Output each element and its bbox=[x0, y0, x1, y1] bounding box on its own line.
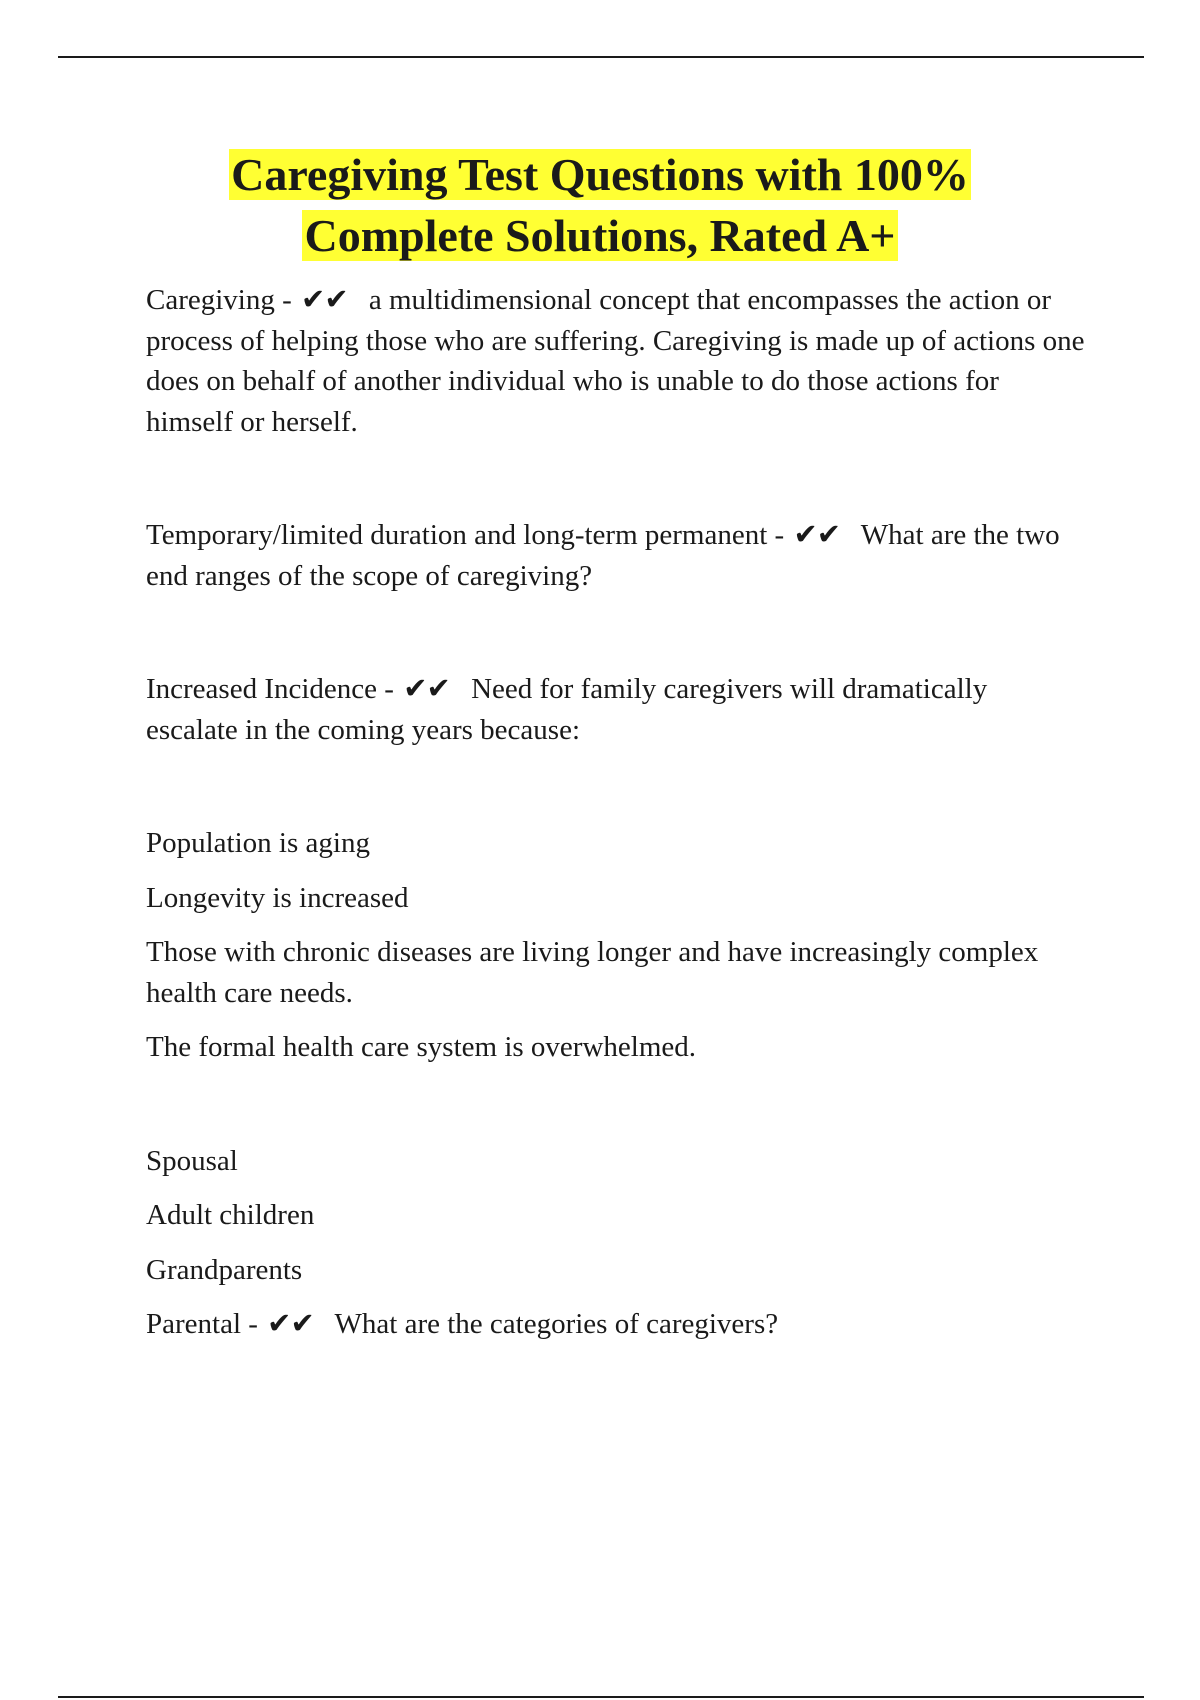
qa-scope bbox=[146, 515, 1086, 596]
double-check-icon: ✔✔ bbox=[793, 519, 841, 551]
bottom-rule bbox=[58, 1696, 1144, 1698]
qa-term: Increased Incidence - bbox=[146, 673, 394, 705]
qa-term: Temporary/limited duration and long-term permanent - bbox=[146, 519, 785, 551]
document-body bbox=[146, 280, 1086, 1359]
category-item: Spousal bbox=[146, 1144, 238, 1177]
double-check-icon: ✔✔ bbox=[301, 284, 348, 316]
qa-definition: Need for family caregivers will dramatically escalate in the coming years because: bbox=[146, 673, 988, 746]
qa-term: Caregiving - bbox=[146, 284, 292, 316]
qa-caregiving bbox=[146, 280, 1086, 442]
qa-term: Parental - bbox=[146, 1308, 258, 1340]
title-line-1: Caregiving Test Questions with 100% bbox=[231, 149, 969, 200]
reason-item: Population is aging bbox=[146, 827, 370, 859]
reason-item: Those with chronic diseases are living longer and have increasingly complex health care needs. bbox=[146, 936, 1039, 1009]
category-item: Adult children bbox=[146, 1199, 315, 1231]
reason-item: The formal health care system is overwhelmed. bbox=[146, 1031, 696, 1063]
reason-item: Longevity is increased bbox=[146, 881, 409, 914]
qa-incidence bbox=[146, 669, 1086, 750]
qa-definition: What are the two end ranges of the scope of caregiving? bbox=[146, 519, 1060, 592]
qa-definition: a multidimensional concept that encompasses the action or process of helping those who are suffering. Caregiving is made up of actions one does on behalf of another individual who is unable to do those actions for himself or herself. bbox=[146, 284, 1085, 438]
title-line-2: Complete Solutions, Rated A+ bbox=[304, 210, 896, 261]
double-check-icon: ✔✔ bbox=[267, 1308, 314, 1340]
document-title bbox=[0, 144, 1200, 266]
qa-definition: What are the categories of caregivers? bbox=[334, 1308, 779, 1340]
top-rule bbox=[58, 56, 1144, 58]
category-item: Grandparents bbox=[146, 1253, 303, 1286]
qa-categories bbox=[146, 1304, 1086, 1345]
double-check-icon: ✔✔ bbox=[403, 673, 450, 705]
